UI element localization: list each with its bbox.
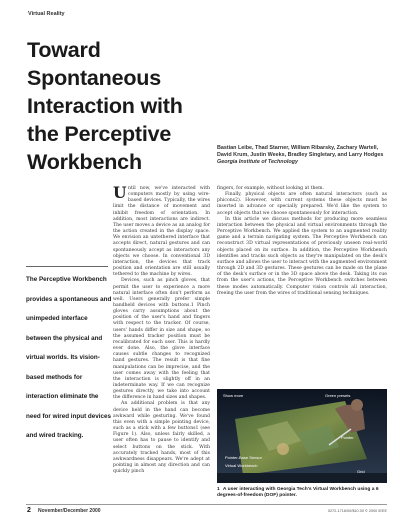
pull-quote-rule [26,266,108,267]
body-paragraph: An additional problem is that any device held in the hand can become awkward while gesturing. We've found this even with a simple pointing device, such as a stick with a few buttons1 (see Figure 1). Also, unless fairly skilled, a user often has to pause to identify and select buttons on the stick. With accurately tracked hands, most of this awkwardness disappears. We're adept at pointing in almost any direction and can quickly pinch [113,401,210,475]
body-paragraph [113,183,210,278]
figure-label-presets: Green presets [325,393,351,398]
article-title [27,36,227,176]
title-line: the Perceptive [27,122,172,146]
pull-quote-line: and wired tracking. [26,432,84,439]
title-line: Toward [27,38,101,62]
pull-quote [26,270,112,446]
drop-cap: U [113,183,127,202]
figure-photo [217,389,387,483]
title-line: Workbench [27,150,142,174]
figure-label-workbench: Virtual Workbench [225,463,258,468]
figure-caption [217,487,387,499]
footer-rule [26,504,387,505]
figure-label-pointer-base: Pointer-Base Sensor [225,455,262,460]
figure-number: 1 [217,487,220,492]
pull-quote-line: interaction eliminate the [26,393,99,400]
pull-quote-line: need for wired input devices [26,412,112,420]
copyright-code: 0272-1716/00/$10.00 © 2000 IEEE [327,509,387,513]
figure-label-grid: Grid [357,469,365,474]
body-paragraph: fingers, for example, without looking at them. [217,186,324,191]
title-line: Interaction with [27,94,183,118]
body-paragraph-text: ntil now, we've interacted with computers mostly by using wire-based devices. Typically, the wires limit the distance of movement and inhibit freedom of orientation. In addition, most interactions are indirect. The user moves a device as an analog for the action created in the display space. We envision an untethered interface that accepts direct, natural gestures and can spontaneously accept as interactors any objects we choose. In conventional 3D interaction, the devices that track position and orientation are still usually tethered to the machine by wires. [113,186,210,278]
body-paragraph: Devices, such as pinch gloves, that permit the user to experience a more natural interface often don't perform as well. Users generally prefer simple handheld devices with buttons.1 Pinch gloves carry assumptions about the position of the user's hand and fingers with respect to the tracker. Of course, users' hands differ in size and shape, so the assumed tracker position must be recalibrated for each user. This is hardly ever done. Also, the glove interface causes subtle changes to recognized hand gestures. The result is that fine manipulations can be imprecise, and the user comes away with the feeling that the interaction is slightly off in an indeterminate way. If we can recognize gestures directly, we take into account the difference in hand sizes and shapes. [113,278,210,401]
figure-label-show-more: Show more [223,393,244,398]
pull-quote-line: between the physical and [26,334,103,342]
figure-label-pointer: Pointer [341,435,354,440]
pull-quote-line: unimpeded interface [26,315,88,322]
issue-date: November/December 2000 [38,508,101,514]
page-number: 2 [27,507,31,514]
pull-quote-line: The Perceptive Workbench [26,276,107,283]
section-tag: Virtual Reality [28,11,65,17]
title-line: Spontaneous [27,66,161,90]
figure-caption-text: A user interacting with Georgia Tech's Virtual Workbench using a 6 degrees-of-freedom (DOF) pointer. [217,487,379,499]
author-affiliation: Georgia Institute of Technology [217,159,298,166]
body-column-left [113,183,210,475]
pull-quote-line: provides a spontaneous and [26,295,112,303]
body-column-right [217,186,387,297]
author-names: Bastian Leibe, Thad Starner, William Ribarsky, Zachary Wartell, David Krum, Justin Weeks, Bradley Singletary, and Larry Hodges [217,145,384,159]
body-paragraph: In this article we discuss methods for producing more seamless interaction between the physical and virtual environments through the Perceptive Workbench. We applied the system to an augmented reality game and a terrain navigating system. The Perceptive Workbench can reconstruct 3D virtual representations of previously unseen real-world objects placed on its surface. In addition, the Perceptive Workbench identifies and tracks such objects as they're manipulated on the desk's surface and allows the user to interact with the augmented environment through 2D and 3D gestures. These gestures can be made on the plane of the desk's surface or in the 3D space above the desk. Taking its cue from the user's actions, the Perceptive Workbench switches between these modes automatically. Computer vision controls all interaction, freeing the user from the wires of traditional sensing techniques. [217,216,387,296]
body-paragraph: Finally, physical objects are often natural interactors (such as phicons2). However, with current systems these objects must be inserted in advance or specially prepared. We'd like the system to accept objects that we choose spontaneously for interaction. [217,192,387,216]
author-block [217,145,387,166]
pull-quote-line: based methods for [26,373,83,381]
pull-quote-line: virtual worlds. Its vision- [26,354,100,361]
